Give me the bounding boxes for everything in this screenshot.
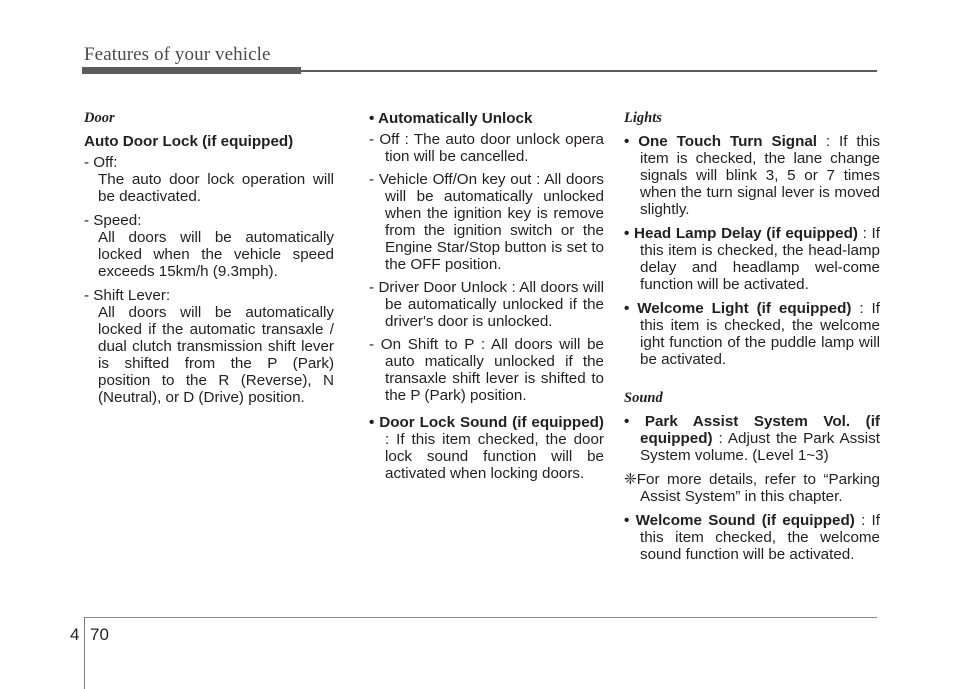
- bullet-door-lock-sound: [369, 414, 604, 482]
- bullet-title: • Park Assist System Vol. (if equipped): [624, 413, 880, 447]
- page-number: 70: [90, 625, 109, 644]
- bullet-welcome-light: [624, 300, 880, 368]
- bullet-title: • Head Lamp Delay (if equipped): [624, 225, 858, 242]
- subtitle-auto-door-lock: Auto Door Lock (if equipped): [84, 133, 294, 150]
- option-shift-lever: [84, 287, 334, 406]
- note-parking-assist: ❈For more details, refer to “Parking Assist System” in this chapter.: [624, 471, 880, 505]
- bullet-title: • Welcome Sound (if equipped): [624, 512, 855, 529]
- bullet-text: : Adjust the Park Assist System volume. (Level 1~3): [640, 430, 880, 464]
- bullet-text: : If this item is checked, the lane change signals will blink 3, 5 or 7 times when the turn signal lever is moved slightly.: [640, 133, 880, 218]
- column-unlock: [369, 110, 604, 489]
- section-title-lights: Lights: [624, 110, 662, 126]
- bullet-text: : If this item is checked, the head-lamp delay and headlamp wel-come function will be activated.: [640, 225, 880, 293]
- footer-rule: [84, 617, 877, 618]
- bullet-head-lamp-delay: [624, 225, 880, 293]
- option-body: All doors will be automatically locked if the automatic transaxle / dual clutch transmission shift lever is shifted from the P (Park) position to the R (Reverse), N (Neutral), or D (Drive) position.: [98, 304, 334, 406]
- section-title-door: Door: [84, 110, 115, 126]
- unlock-option: - Off : The auto door unlock opera tion will be cancelled.: [369, 131, 604, 165]
- header-rule-thick: [82, 67, 301, 74]
- option-body: The auto door lock operation will be deactivated.: [98, 171, 334, 205]
- column-lights-sound: [624, 110, 880, 570]
- bullet-text: : If this item is checked, the welcome ight function of the puddle lamp will be activated.: [640, 300, 880, 368]
- bullet-text: : If this item checked, the welcome sound function will be activated.: [640, 512, 880, 563]
- section-title-sound: Sound: [624, 390, 663, 406]
- bullet-text: : If this item checked, the door lock sound function will be activated when locking doors.: [385, 431, 604, 482]
- bullet-title-automatically-unlock: • Automatically Unlock: [369, 110, 533, 127]
- unlock-option: - Vehicle Off/On key out : All doors will be automatically unlocked when the ignition key is remove from the ignition switch or the Engine Star/Stop button is set to the OFF position.: [369, 171, 604, 273]
- header-rule-thin: [299, 70, 877, 72]
- bullet-welcome-sound: [624, 512, 880, 563]
- footer-divider: [84, 617, 85, 689]
- page-header-title: Features of your vehicle: [84, 44, 271, 65]
- bullet-one-touch-turn-signal: [624, 133, 880, 218]
- option-label: - Off:: [84, 154, 118, 171]
- option-label: - Speed:: [84, 212, 142, 229]
- bullet-title: • Door Lock Sound (if equipped): [369, 414, 604, 431]
- unlock-option: - Driver Door Unlock : All doors will be automatically unlocked if the driver's door is unlocked.: [369, 279, 604, 330]
- option-label: - Shift Lever:: [84, 287, 171, 304]
- column-door: [84, 110, 334, 408]
- bullet-title: • One Touch Turn Signal: [624, 133, 818, 150]
- bullet-title: • Welcome Light (if equipped): [624, 300, 852, 317]
- option-body: All doors will be automatically locked when the vehicle speed exceeds 15km/h (9.3mph).: [98, 229, 334, 280]
- bullet-park-assist-volume: [624, 413, 880, 464]
- unlock-option: - On Shift to P : All doors will be auto matically unlocked if the transaxle shift lever is shifted to the P (Park) position.: [369, 336, 604, 404]
- chapter-number: 4: [70, 625, 80, 644]
- option-speed: [84, 212, 334, 280]
- option-off: [84, 154, 334, 205]
